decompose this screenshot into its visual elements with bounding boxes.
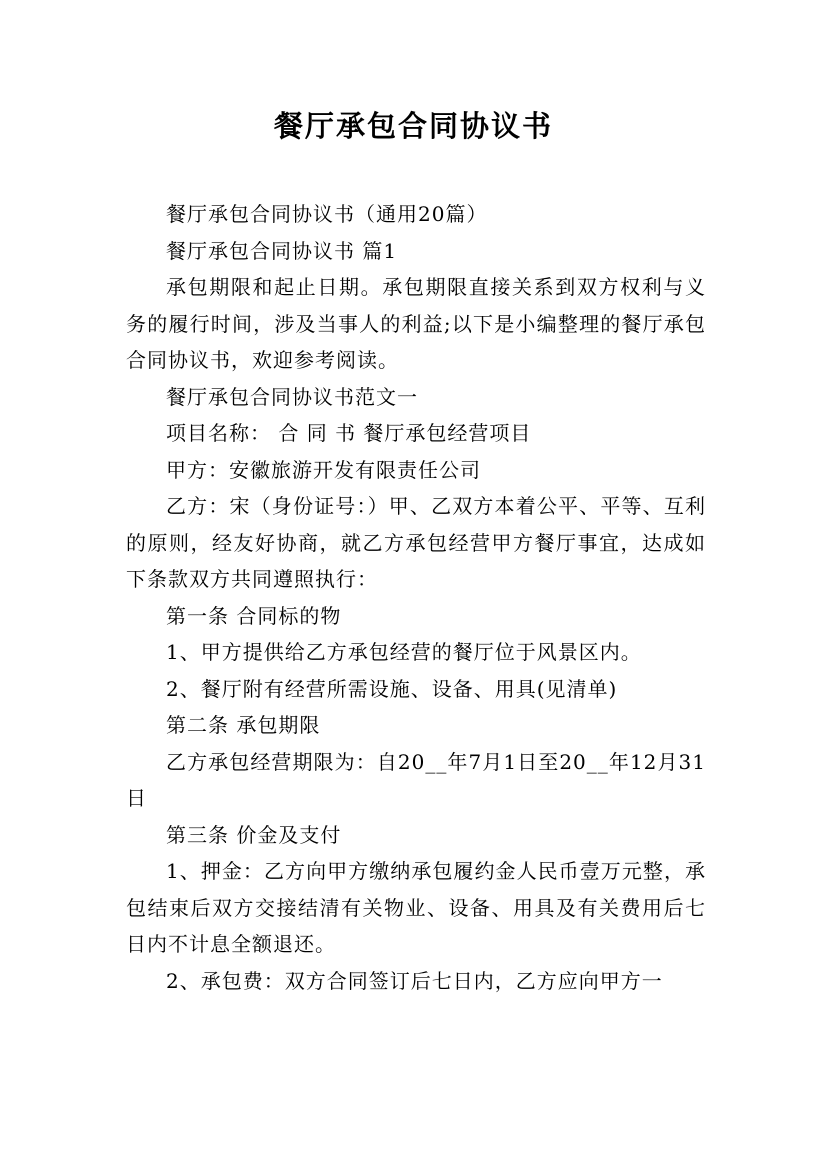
- paragraph-article-1-item-2: 2、餐厅附有经营所需设施、设备、用具(见清单): [166, 676, 618, 701]
- paragraph-section-heading: 餐厅承包合同协议书 篇1: [166, 238, 398, 263]
- paragraph-party-b: 乙方：宋（身份证号：）甲、乙双方本着公平、平等、互利的原则，经友好协商，就乙方承包经营甲方餐厅事宜，达成如下条款双方共同遵照执行：: [126, 494, 706, 591]
- paragraph-intro: 承包期限和起止日期。承包期限直接关系到双方权利与义务的履行时间，涉及当事人的利益;以下是小编整理的餐厅承包合同协议书，欢迎参考阅读。: [126, 275, 706, 372]
- document-title: 餐厅承包合同协议书: [273, 109, 553, 143]
- paragraph-article-3-item-2: 2、承包费：双方合同签订后七日内，乙方应向甲方一: [166, 968, 663, 993]
- paragraph-article-3-item-1: 1、押金：乙方向甲方缴纳承包履约金人民币壹万元整，承包结束后双方交接结清有关物业、设备、用具及有关费用后七日内不计息全额退还。: [126, 859, 706, 956]
- paragraph-article-2-term: 乙方承包经营期限为：自20__年7月1日至20__年12月31日: [126, 749, 706, 810]
- paragraph-article-3-heading: 第三条 价金及支付: [166, 822, 342, 847]
- paragraph-article-1-item-1: 1、甲方提供给乙方承包经营的餐厅位于风景区内。: [166, 640, 642, 664]
- paragraph-article-1-heading: 第一条 合同标的物: [166, 603, 342, 628]
- paragraph-sample-heading: 餐厅承包合同协议书范文一: [166, 384, 418, 409]
- document-body: [126, 196, 706, 999]
- paragraph-project-name: 项目名称： 合 同 书 餐厅承包经营项目: [166, 421, 532, 445]
- paragraph-party-a: 甲方：安徽旅游开发有限责任公司: [166, 457, 481, 482]
- paragraph-article-2-heading: 第二条 承包期限: [166, 713, 321, 737]
- paragraph-collection-title: 餐厅承包合同协议书（通用20篇）: [166, 202, 488, 226]
